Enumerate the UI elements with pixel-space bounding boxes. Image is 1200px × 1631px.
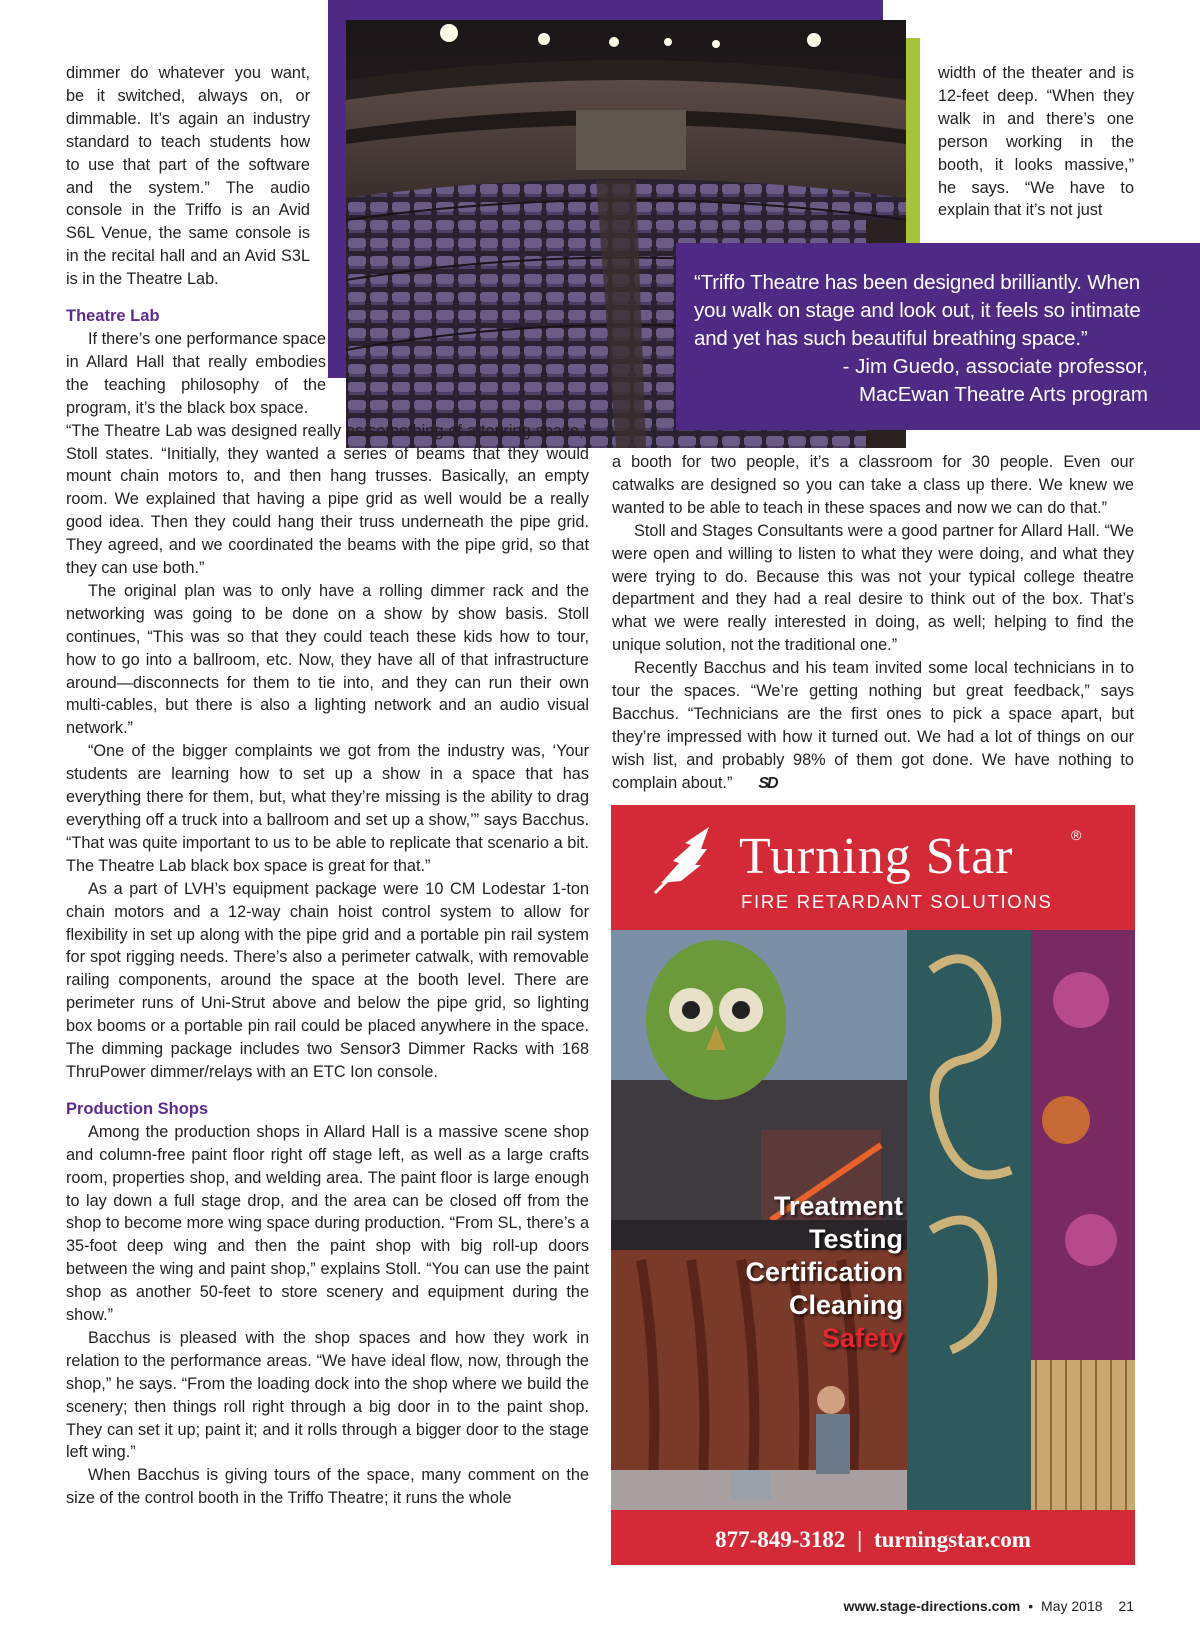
pull-quote-attribution-1: - Jim Guedo, associate professor, [842,355,1148,378]
ad-service-item-safety: Safety [821,1323,903,1353]
ad-tagline: FIRE RETARDANT SOLUTIONS [741,891,1053,912]
end-mark-logo: SD [758,774,777,792]
ceiling-light [609,37,619,47]
body-paragraph [612,657,1134,795]
turning-star-logo-icon [651,823,741,895]
footer-issue-date: May 2018 [1041,1598,1103,1614]
body-paragraph: The original plan was to only have a rolling dimmer rack and the networking was going to be done on a show by show basis. Stoll continues, “This was so that they could teach these kids how to tour, how to go into a ballroom, etc. Now, they have all of that infrastructure around—disconnects for them to tie into, and they can run their own multi-cables, but there is also a lighting network and an audio visual network.” [66,581,589,738]
body-paragraph-text: Recently Bacchus and his team invited some local technicians in to tour the spaces. “We’re getting nothing but great feedback,” says Bacchus. “Technicians are the first ones to pick a space apart, but they’re impressed with how it turned out. We had a lot of things on our wish list, and probably 98% of them got done. We have nothing to complain about.” [612,659,1134,792]
body-paragraph: Bacchus is pleased with the shop spaces and how they work in relation to the performance areas. “We have ideal flow, now, through the shop,” he says. “From the loading dock into the shop where we build the scenery; then things roll right through a big door in to the paint shop. They can set it up; paint it; and it rolls through a bigger door to the stage left wing.” [66,1328,589,1462]
pull-quote-box [676,243,1200,430]
ad-brand-name: Turning Star [739,828,1014,885]
body-paragraph: width of the theater and is 12-feet deep. “When they walk in and there’s one person working in the booth, it looks massive,” he says. “We have to explain that it’s not just [938,64,1134,220]
ceiling-light [538,33,550,45]
right-column [612,451,1134,796]
ad-service-item: Treatment [773,1191,903,1221]
ceiling-light [807,33,821,47]
ad-service-item: Testing [809,1224,903,1254]
body-paragraph: When Bacchus is giving tours of the space, many comment on the size of the control booth in the Triffo Theatre; it runs the whole [66,1466,589,1508]
body-paragraph: “One of the bigger complaints we got from the industry was, ‘Your students are learning how to set up a show in a space that has everything there for them, but, what they’re missing is the ability to drag everything off a truck into a ballroom and set up a show,’” says Bacchus. “That was quite important to us to be able to replicate that scenario a bit. The Theatre Lab black box space is great for that.” [66,742,589,875]
right-top-column [938,62,1134,222]
ad-services-list [671,1190,903,1355]
left-column [66,62,589,1510]
body-paragraph: Among the production shops in Allard Hall is a massive scene shop and column-free paint floor right off stage left, as well as a large crafts room, properties shop, and welding area. The paint floor is large enough to lay down a full stage drop, and the area can be closed off from the shop to become more wing space during production. “From SL, there’s a 35-foot deep wing and then the paint shop with big roll-up doors between the wing and paint shop,” explains Stoll. “You can use the paint shop as another 50-feet to store scenery and equipment during the show.” [66,1122,589,1325]
ad-service-item: Certification [745,1257,903,1287]
ad-registered-mark: ® [1071,827,1082,843]
body-paragraph: dimmer do whatever you want, be it switched, always on, or dimmable. It’s again an industry standard to teach students how to use that part of the software and the system.” The audio console in the Triffo is an Avid S6L Venue, the same console is in the recital hall and an Avid S3L is in the Theatre Lab. [66,64,310,289]
ad-service-item: Cleaning [788,1290,903,1320]
ad-contact-bar [611,1515,1135,1565]
body-paragraph: Stoll and Stages Consultants were a good partner for Allard Hall. “We were open and willing to listen to what they were doing, and what they were trying to do. Because this was not your typical college theatre department and they had a real desire to think out of the box. That’s what we were really interested in doing, as well; helping to find the unique solution, not the traditional one.” [612,521,1134,655]
ad-website-link[interactable]: turningstar.com [873,1527,1031,1552]
ceiling-light [712,40,720,48]
section-heading-theatre-lab: Theatre Lab [66,307,160,326]
section-heading-production-shops: Production Shops [66,1099,209,1118]
ceiling-light [664,38,672,46]
body-paragraph: As a part of LVH’s equipment package were 10 CM Lodestar 1-ton chain motors and a 12-way chain hoist control system to allow for flexibility in set up along with the pipe grid and a portable pin rail system for spot rigging needs. There’s also a perimeter catwalk, with removable railing components, around the space at the booth level. There are perimeter runs of Uni-Strut above and below the pipe grid, so lighting box booms or a portable pin rail could be placed anywhere in the space. The dimming package includes two Sensor3 Dimmer Racks with 168 ThruPower dimmer/relays with an ETC Ion console. [66,879,589,1081]
body-paragraph: “The Theatre Lab was designed really as something of a touring space,” Stoll states. “Initially, they wanted a series of beams that they would mount chain motors to, and then hang trusses. Basically, an empty room. We explained that having a pipe grid as well would be a really good idea. Then they could hang their truss underneath the pipe grid. They agreed, and we coordinated the beams with the pipe grid, so that they can use both.” [66,421,589,578]
ad-separator: | [857,1527,863,1552]
pull-quote-text: “Triffo Theatre has been designed brilliantly. When you walk on stage and look out, it feels so intimate and yet has such beautiful breathing space.” [694,271,1141,350]
page-footer [800,1598,1134,1614]
ceiling-light [440,24,458,42]
footer-bullet: • [1028,1598,1034,1614]
body-paragraph: a booth for two people, it’s a classroom for 30 people. Even our catwalks are designed so you can take a class up there. We knew we wanted to be able to teach in these spaces and now we can do that.” [612,453,1134,517]
pull-quote-attribution-2: MacEwan Theatre Arts program [858,383,1148,406]
footer-site-url[interactable]: www.stage-directions.com [843,1598,1021,1614]
ad-phone[interactable]: 877-849-3182 [715,1527,846,1552]
footer-page-number: 21 [1118,1598,1134,1614]
body-paragraph: If there’s one performance space in Allard Hall that really embodies the teaching philosophy of the program, it’s the black box space. [66,329,326,417]
turning-star-advertisement[interactable] [611,805,1135,1565]
